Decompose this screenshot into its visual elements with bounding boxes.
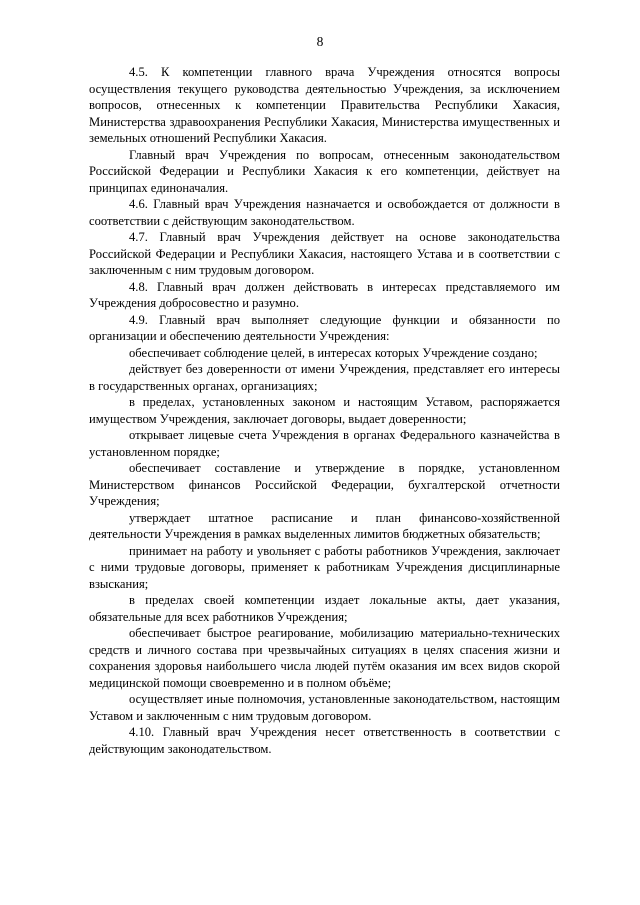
paragraph-4-6: 4.6. Главный врач Учреждения назначается и освобождается от должности в соответствии с действующим законодательством. [89,197,560,228]
paragraph-4-7: 4.7. Главный врач Учреждения действует на основе законодательства Российской Федерации и Республики Хакасия, настоящего Устава и в соответствии с заключенным с ним трудовым договором. [89,230,560,277]
duty-item: в пределах своей компетенции издает локальные акты, дает указания, обязательные для всех работников Учреждения; [89,593,560,624]
page-number: 8 [316,34,324,49]
paragraph-unity-of-command: Главный врач Учреждения по вопросам, отнесенным законодательством Российской Федерации и Республики Хакасия к его компетенции, действует на принципах единоначалия. [89,147,560,195]
duty-item: открывает лицевые счета Учреждения в органах Федерального казначейства в установленном порядке; [89,428,560,459]
duty-item: в пределах, установленных законом и настоящим Уставом, распоряжается имуществом Учреждения, заключает договоры, выдает доверенности; [89,395,560,426]
duty-item: обеспечивает составление и утверждение в порядке, установленном Министерством финансов Российской Федерации, бухгалтерской отчетности Учреждения; [89,461,560,508]
paragraph-4-10: 4.10. Главный врач Учреждения несет ответственность в соответствии с действующим законодательством. [89,725,560,756]
paragraph-4-5: 4.5. К компетенции главного врача Учреждения относятся вопросы осуществления текущего руководства деятельностью Учреждения, за исключением вопросов, отнесенных к компетенции Правительства Республики Хакасия, Министерства здравоохранения Республики Хакасия, Министерства имущественных и земельных отношений Республики Хакасия. [89,65,560,145]
duty-item: обеспечивает быстрое реагирование, мобилизацию материально-технических средств и личного состава при чрезвычайных ситуациях в целях спасения жизни и сохранения здоровья наибольшего числа людей путём оказания им всех видов скорой медицинской помощи своевременно и в полном объёме; [89,626,560,690]
paragraph-4-8: 4.8. Главный врач должен действовать в интересах представляемого им Учреждения добросовестно и разумно. [89,279,560,310]
duty-item: осуществляет иные полномочия, установленные законодательством, настоящим Уставом и заключенным с ним трудовым договором. [89,692,560,723]
duty-item: обеспечивает соблюдение целей, в интересах которых Учреждение создано; [129,345,538,360]
document-body [89,64,560,757]
duty-item: принимает на работу и увольняет с работы работников Учреждения, заключает с ними трудовые договоры, применяет к работникам Учреждения дисциплинарные взыскания; [89,543,560,591]
paragraph-4-9: 4.9. Главный врач выполняет следующие функции и обязанности по организации и обеспечению деятельности Учреждения: [89,312,560,343]
duty-item: действует без доверенности от имени Учреждения, представляет его интересы в государственных органах, организациях; [89,362,560,393]
duty-item: утверждает штатное расписание и план финансово-хозяйственной деятельности Учреждения в рамках выделенных лимитов бюджетных обязательств; [89,510,560,541]
